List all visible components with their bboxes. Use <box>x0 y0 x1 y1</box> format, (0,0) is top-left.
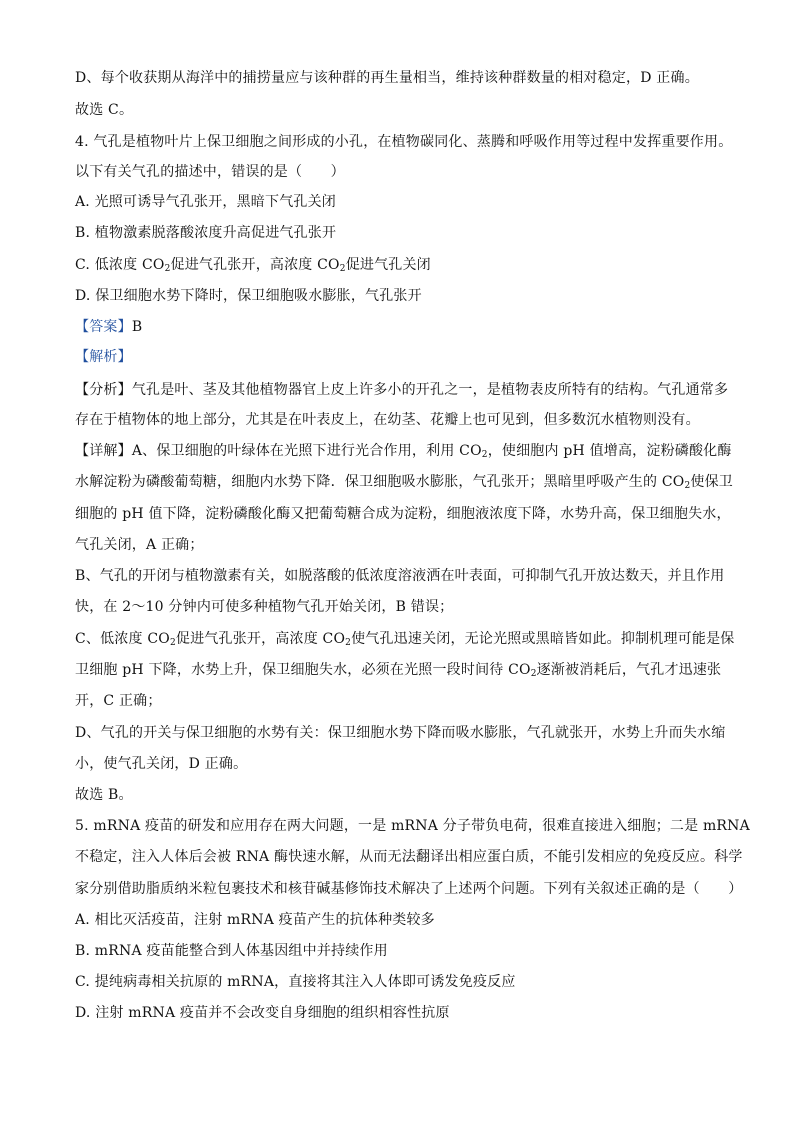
q4-option-c: C. 低浓度 $CO_2$促进气孔张开，高浓度 $CO_2$促进气孔关闭 <box>75 257 431 274</box>
q4-option-a: A. 光照可诱导气孔张开，黑暗下气孔关闭 <box>75 194 337 210</box>
q4-fenxi-line-1: 【分析】气孔是叶、茎及其他植物器官上皮上许多小的开孔之一，是植物表皮所特有的结构。气孔通常多 <box>75 382 729 398</box>
q4-option-d: D. 保卫细胞水势下降时，保卫细胞吸水膨胀，气孔张开 <box>75 288 422 304</box>
q4-detail-d-line-1: D、气孔的开关与保卫细胞的水势有关：保卫细胞水势下降而吸水膨胀，气孔就张开，水势上升而失水缩 <box>75 725 726 741</box>
q4-answer <box>75 317 142 337</box>
q4-detail-c-line-2: 卫细胞 pH 下降，水势上升，保卫细胞失水，必须在光照一段时间待 $CO_2$逐渐被消耗后，气孔才迅速张 <box>75 662 722 679</box>
q5-option-b: B. mRNA 疫苗能整合到人体基因组中并持续作用 <box>75 943 388 959</box>
q5-option-a: A. 相比灭活疫苗，注射 mRNA 疫苗产生的抗体种类较多 <box>75 912 435 928</box>
prev-option-d-explanation: D、每个收获期从海洋中的捕捞量应与该种群的再生量相当，维持该种群数量的相对稳定，D 正确。 <box>75 70 699 86</box>
analysis-label: 【解析】 <box>75 349 132 365</box>
q5-stem-line-2: 不稳定，注入人体后会被 RNA 酶快速水解，从而无法翻译出相应蛋白质，不能引发相应的免疫反应。科学 <box>75 849 743 865</box>
q5-option-c: C. 提纯病毒相关抗原的 mRNA，直接将其注入人体即可诱发免疫反应 <box>75 974 516 990</box>
fenxi-label: 【分析】 <box>75 382 132 398</box>
q4-detail-a-line-1: 【详解】A、保卫细胞的叶绿体在光照下进行光合作用，利用 $CO_2$，使细胞内 pH 值增高，淀粉磷酸化酶 <box>75 443 732 460</box>
q4-detail-a-line-4: 气孔关闭，A 正确； <box>75 537 204 553</box>
q4-analysis-heading <box>75 347 132 367</box>
q5-option-d: D. 注射 mRNA 疫苗并不会改变自身细胞的组织相容性抗原 <box>75 1005 450 1021</box>
q5-stem-line-1: 5. mRNA 疫苗的研发和应用存在两大问题，一是 mRNA 分子带负电荷，很难直接进入细胞；二是 mRNA <box>75 818 750 834</box>
q4-detail-c-line-3: 开，C 正确； <box>75 693 162 709</box>
q4-option-b: B. 植物激素脱落酸浓度升高促进气孔张开 <box>75 225 337 241</box>
q4-detail-d-line-2: 小，使气孔关闭，D 正确。 <box>75 756 248 772</box>
answer-value: B <box>131 319 143 335</box>
q4-detail-b-line-1: B、气孔的开闭与植物激素有关，如脱落酸的低浓度溶液洒在叶表面，可抑制气孔开放达数天，并且作用 <box>75 568 725 584</box>
q4-detail-b-line-2: 快，在 2～10 分钟内可使多种植物气孔开始关闭，B 错误； <box>75 599 454 615</box>
q4-stem-line-2: 以下有关气孔的描述中，错误的是（ ） <box>75 164 345 180</box>
q4-detail-c-line-1: C、低浓度 $CO_2$促进气孔张开，高浓度 $CO_2$使气孔迅速关闭，无论光照或黑暗皆如此。抑制机理可能是保 <box>75 631 735 648</box>
q4-stem-line-1: 4. 气孔是植物叶片上保卫细胞之间形成的小孔，在植物碳同化、蒸腾和呼吸作用等过程中发挥重要作用。 <box>75 134 733 150</box>
prev-conclusion: 故选 C。 <box>75 102 134 118</box>
answer-label: 【答案】 <box>75 319 132 335</box>
q4-detail-a-line-3: 细胞的 pH 值下降，淀粉磷酸化酶又把葡萄糖合成为淀粉，细胞液浓度下降，水势升高，保卫细胞失水， <box>75 506 731 522</box>
q4-conclusion: 故选 B。 <box>75 787 133 803</box>
q4-detail-a-line-2: 水解淀粉为磷酸葡萄糖，细胞内水势下降．保卫细胞吸水膨胀，气孔张开；黑暗里呼吸产生的 $CO_2$使保卫 <box>75 474 733 491</box>
q5-stem-line-3: 家分别借助脂质纳米粒包裹技术和核苷碱基修饰技术解决了上述两个问题。下列有关叙述正确的是（ ） <box>75 881 743 897</box>
q4-fenxi-line-2: 存在于植物体的地上部分，尤其是在叶表皮上，在幼茎、花瓣上也可见到，但多数沉水植物则没有。 <box>75 412 700 428</box>
xiangjie-label: 【详解】 <box>75 443 132 459</box>
